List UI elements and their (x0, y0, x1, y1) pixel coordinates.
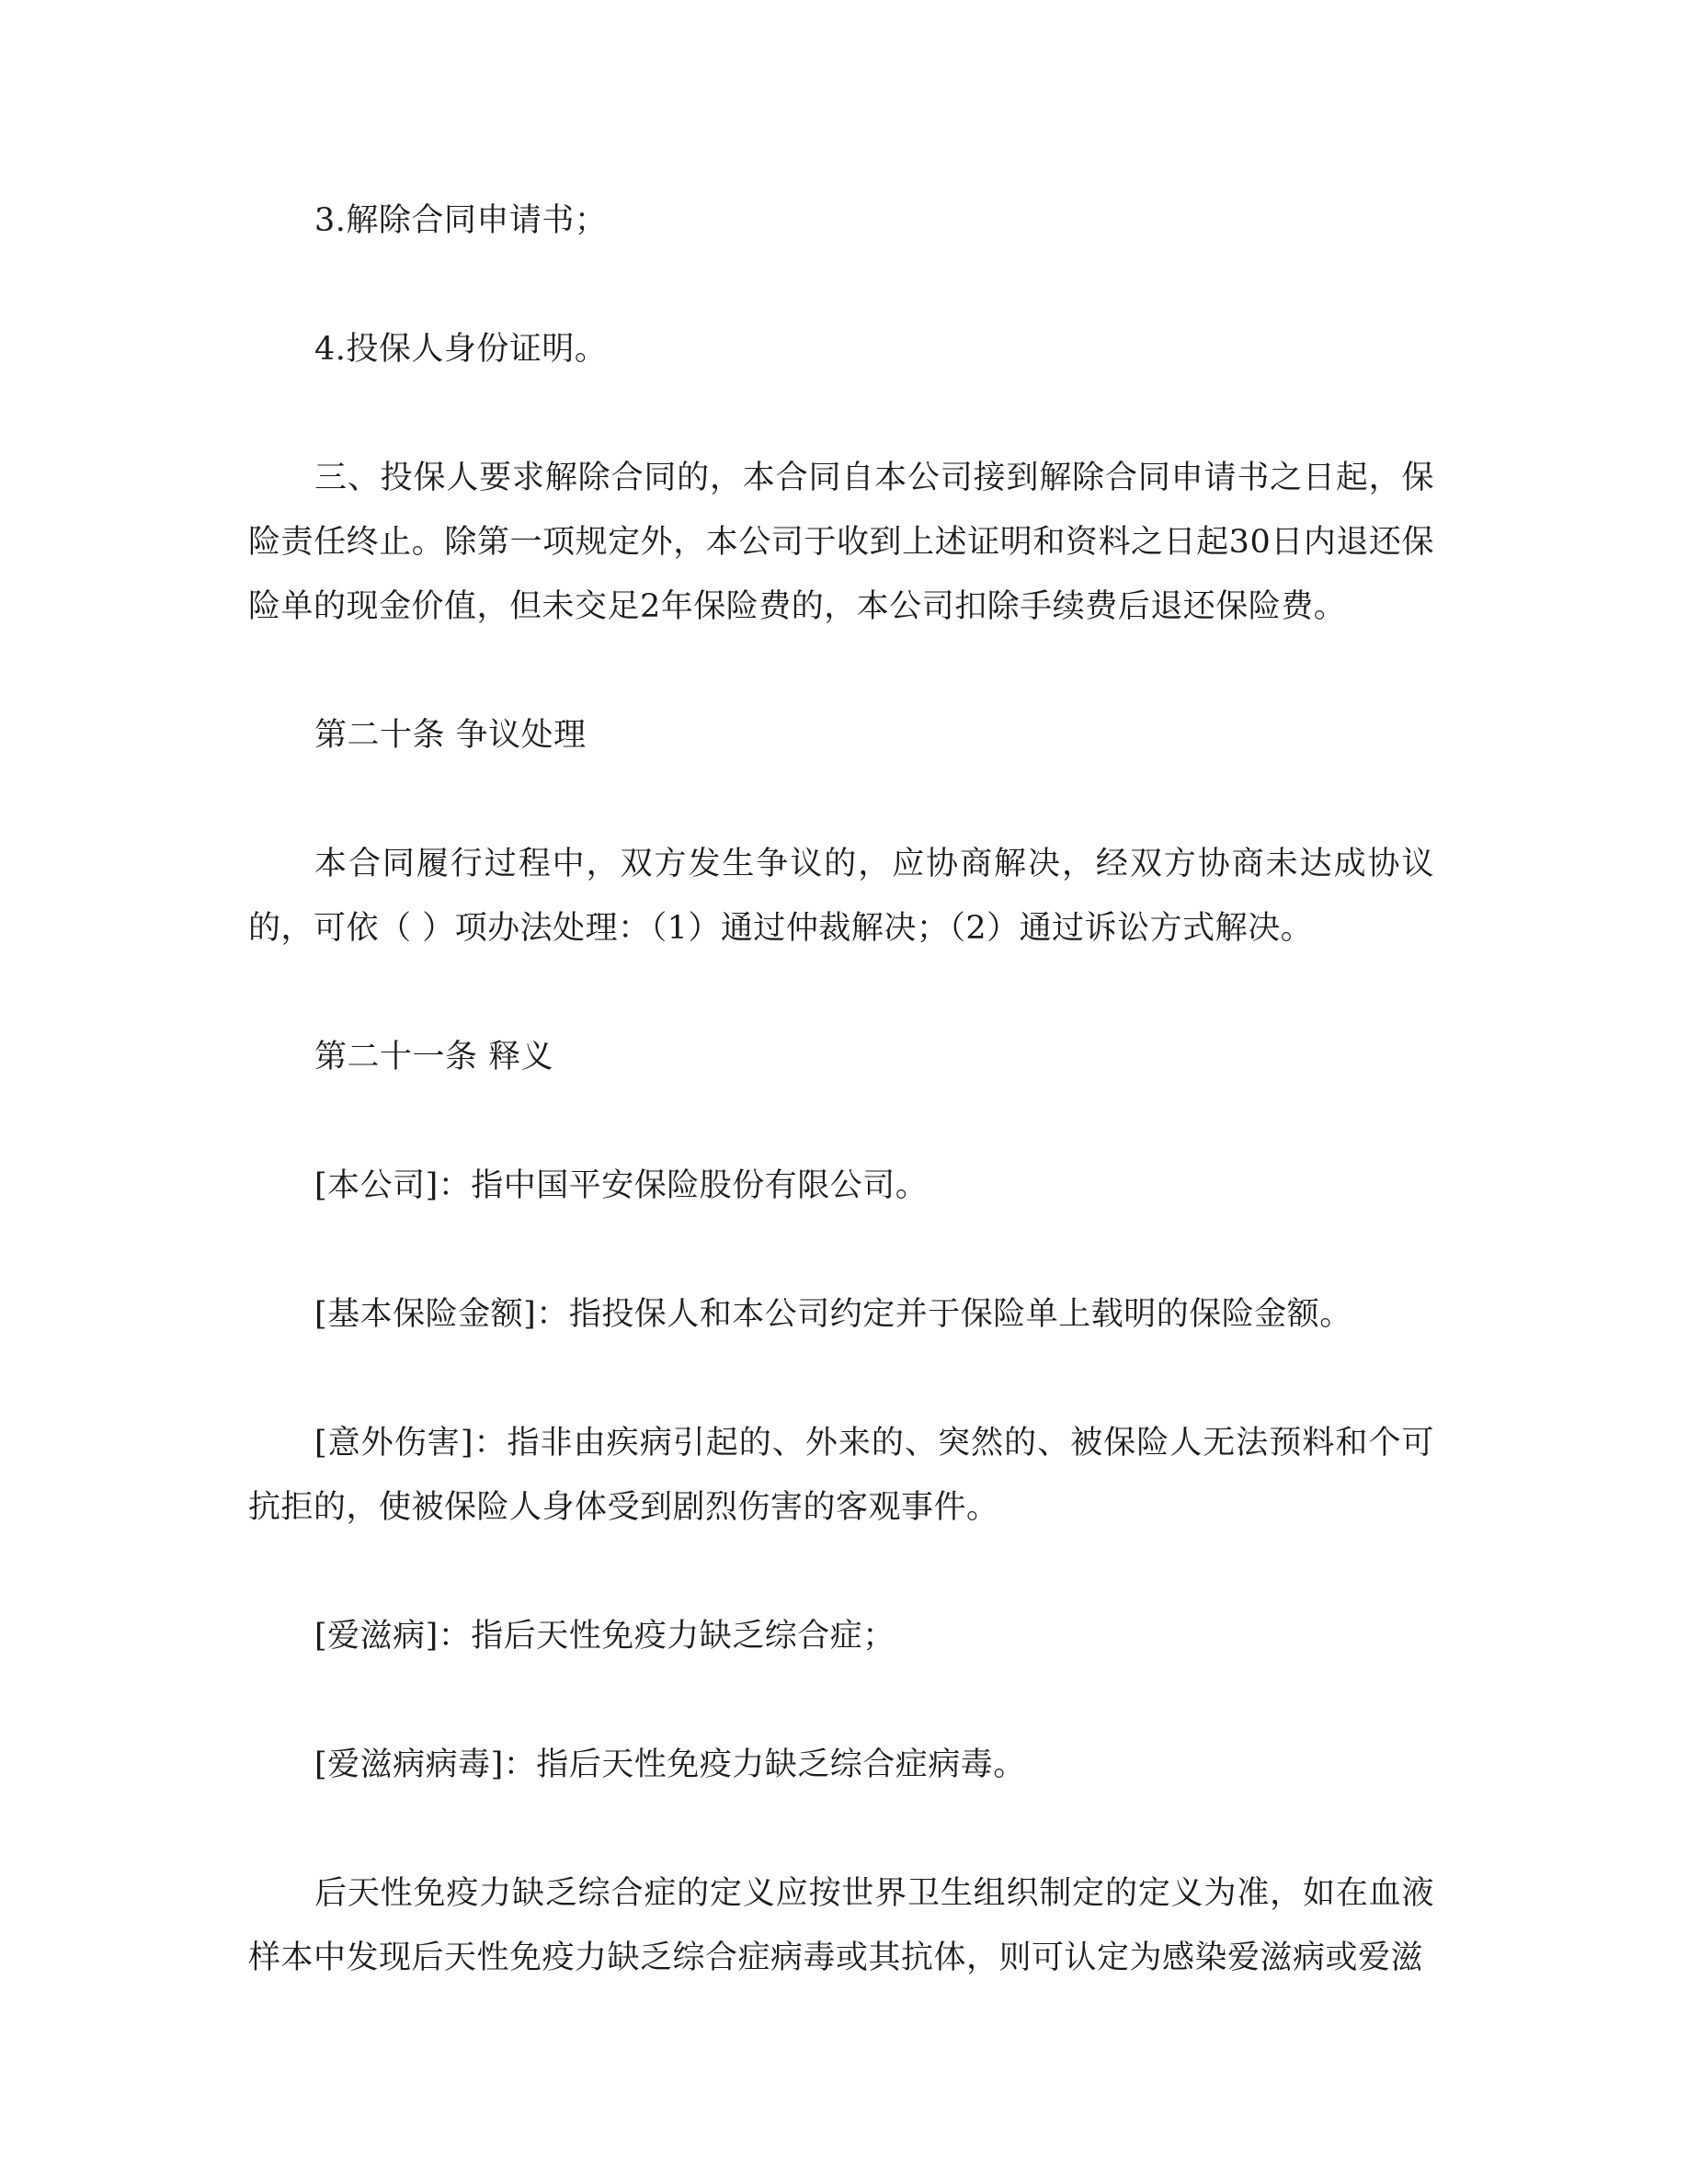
paragraph-dispute-resolution: 本合同履行过程中，双方发生争议的，应协商解决，经双方协商未达成协议的，可依（ ）项办法处理：（1）通过仲裁解决；（2）通过诉讼方式解决。 (248, 846, 1434, 947)
paragraph-applicant-id: 4.投保人身份证明。 (314, 331, 608, 368)
definition-basic-sum-insured: [基本保险金额]：指投保人和本公司约定并于保险单上载明的保险金额。 (314, 1296, 1352, 1333)
paragraph-termination-terms: 三、投保人要求解除合同的，本合同自本公司接到解除合同申请书之日起，保险责任终止。除第一项规定外，本公司于收到上述证明和资料之日起30日内退还保险单的现金价值，但未交足2年保险费的，本公司扣除手续费后退还保险费。 (248, 460, 1434, 625)
paragraph-termination-application: 3.解除合同申请书； (314, 202, 608, 239)
definition-aids: [爱滋病]：指后天性免疫力缺乏综合症； (314, 1618, 895, 1655)
article-20-heading: 第二十条 争议处理 (314, 717, 587, 754)
paragraph-aids-definition-standard: 后天性免疫力缺乏综合症的定义应按世界卫生组织制定的定义为准，如在血液样本中发现后天性免疫力缺乏综合症病毒或其抗体，则可认定为感染爱滋病或爱滋 (248, 1875, 1434, 1976)
definition-accidental-injury: [意外伤害]：指非由疾病引起的、外来的、突然的、被保险人无法预料和个可抗拒的，使被保险人身体受到剧烈伤害的客观事件。 (248, 1425, 1434, 1526)
definition-company: [本公司]：指中国平安保险股份有限公司。 (314, 1167, 929, 1204)
definition-aids-virus: [爱滋病病毒]：指后天性免疫力缺乏综合症病毒。 (314, 1746, 1026, 1783)
article-21-heading: 第二十一条 释义 (314, 1039, 554, 1075)
